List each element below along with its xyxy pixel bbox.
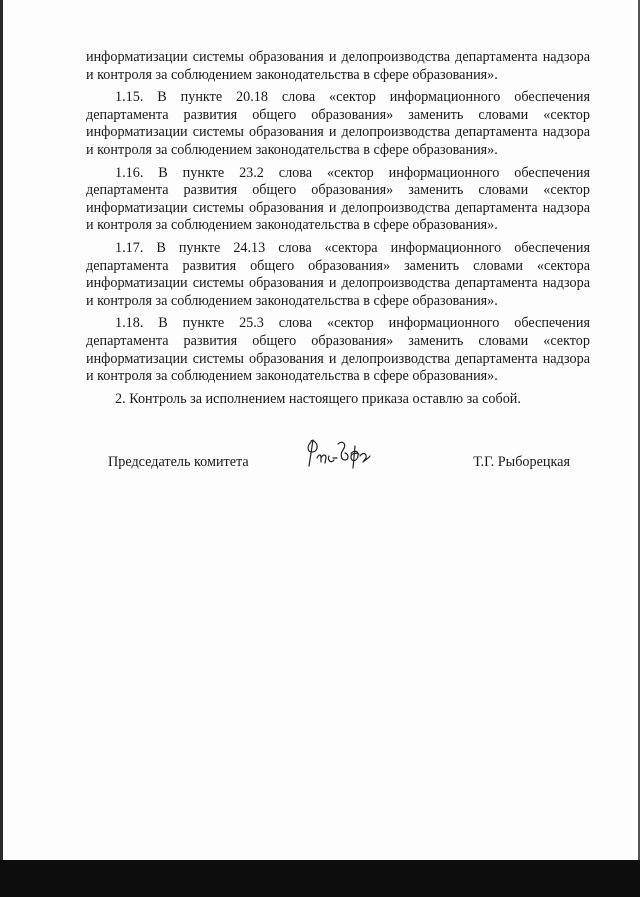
signature-block xyxy=(108,452,570,476)
paragraph-continuation: информатизации системы образования и делопроизводства департамента надзора и контроля за соблюдением законодательства в сфере образования». xyxy=(86,49,590,83)
paragraph-item-1-18: 1.18. В пункте 25.3 слова «сектор информационного обеспечения департамента развития общего образования» заменить словами «сектор информатизации системы образования и делопроизводства департамента надзора и контроля за соблюдением законодательства в сфере образования». xyxy=(86,315,590,385)
paragraph-item-2: 2. Контроль за исполнением настоящего приказа оставлю за собой. xyxy=(115,390,521,407)
paragraph-item-1-17: 1.17. В пункте 24.13 слова «сектора информационного обеспечения департамента развития общего образования» заменить словами «сектора информатизации системы образования и делопроизводства департамента надзора и контроля за соблюдением законодательства в сфере образования». xyxy=(86,239,590,309)
paragraph-item-1-16: 1.16. В пункте 23.2 слова «сектор информационного обеспечения департамента развития общего образования» заменить словами «сектор информатизации системы образования и делопроизводства департамента надзора и контроля за соблюдением законодательства в сфере образования». xyxy=(86,164,590,234)
scan-edge-left xyxy=(0,0,3,860)
scan-bottom-edge xyxy=(0,860,640,897)
signatory-name: Т.Г. Рыборецкая xyxy=(473,454,570,470)
handwritten-signature xyxy=(303,436,373,470)
signatory-role: Председатель комитета xyxy=(108,454,249,470)
paragraph-item-1-15: 1.15. В пункте 20.18 слова «сектор информационного обеспечения департамента развития общего образования» заменить словами «сектор информатизации системы образования и делопроизводства департамента надзора и контроля за соблюдением законодательства в сфере образования». xyxy=(86,89,590,158)
document-body xyxy=(86,49,590,413)
